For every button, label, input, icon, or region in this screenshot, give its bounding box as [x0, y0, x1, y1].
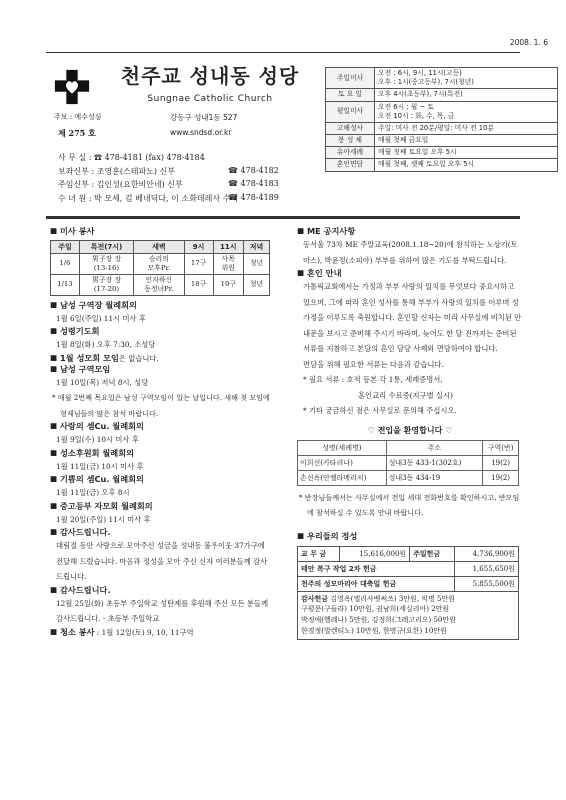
table-row: 천주의 성모마리아 대축일 헌금 5,855,500원	[298, 576, 519, 591]
section-title: ■ 남성 구역모임	[50, 364, 272, 375]
contact-pastor: 주임신부 : 김인성(요한비안네) 신부 ☎ 478-4183	[58, 179, 279, 189]
mass-schedule-table	[325, 67, 558, 172]
header-rule	[46, 52, 520, 53]
phone-number: ☎ 478-4183	[228, 179, 279, 188]
right-column: ■ ME 공지사항 동서울 73차 ME 주말교육(2008.1.18~20)에 참석하는 노상기(토마스), 박윤정(소피아) 부부를 위하여 많은 기도를 부탁드립니다. ■ 혼인 안내 가톨릭교회에서는 가정과 부부 사랑의 일치를 무엇보다 중요시하고 있으며, 그에 따라 혼인 성사를 통해 부부가 사랑의 일치를 이루며 성가정을 이루도록 축원합니다. 혼인할 신자는 미리 사무실에 비치된 안내문을 보시고 준비해 주시기 바라며, 늦어도 한 달 전까지는 준비된 서류를 지참하고 본당의 혼인 담당 사제와 면담하여야 합니다. 면담을 위해 필요한 서류는 다음과 같습니다. * 필요 서류 : 호적 등본 각 1통, 세례증명서, 혼인교리 수료증(지구별 실시) * 기타 궁금하신 점은 사무실로 문의해 주십시오. ♡ 전입을 환영합니다 ♡ 성명(세례명) 주소 구역(반) 이희선(카타리나) 성내3동 433-1(302호) 19(2) 손선옥(안젤라메리치) 성내3동 434-19 19(2) * 반장님들께서는 사무실에서 전입 세대 전화번호를 확인하시고, 반모임에 참석하실 수 있도록 안내 바랍니다. ■ 우리들의 정성 교 무 금 15,616,000원 주일헌금 4,736,900원 태안 복구 작업 2차 헌금 1,655,650원 천주의 성모마리아 대축일 헌금 5,855,500원 감사헌금 김영옥(엘리사벳써쓰) 3만원, 익명 5만원 구평문(구들라) 10만원, 권남희(세실리아) 2만원 박정애(헬레나) 5만원, 김정희(그레고리오) 50만원 한경정(발렌티노) 10만원, 한명규(요한) 10만원	[297, 226, 523, 640]
section-title: ■ 청소 봉사 : 1월 12일(토) 9, 10, 11구역	[50, 627, 272, 638]
table-row: 1/13 男子장 장 (17-20) 인자하신 동정녀Pr. 18구 19구 청년	[51, 274, 270, 295]
section-title: ■ 기쁨의 셈Cu. 월례회의	[50, 474, 272, 485]
church-logo-icon	[53, 68, 91, 106]
table-row: 이희선(카타리나) 성내3동 433-1(302호) 19(2)	[298, 455, 519, 470]
section-title: ■ 감사드립니다.	[50, 527, 272, 538]
table-row: 1/6 男子장 장 (13-16) 승리의 모후Pr. 17구 사목 위원 청년	[51, 254, 270, 275]
church-address: 강동구 성내1동 527	[170, 113, 238, 122]
issue-date: 2008. 1. 6	[509, 38, 548, 47]
section-title: ■ ME 공지사항	[297, 226, 523, 237]
section-title: ■ 혼인 안내	[297, 268, 523, 279]
section-title: ■ 중고등부 자모회 월례회의	[50, 501, 272, 512]
phone-number: ☎ 478-4189	[228, 192, 279, 202]
contact-office: 사 무 실 : ☎ 478-4181 (fax) 478-4184	[58, 153, 205, 162]
table-row: 감사헌금 김영옥(엘리사벳써쓰) 3만원, 익명 5만원 구평문(구들라) 10만원, 권남희(세실리아) 2만원 박정애(헬레나) 5만원, 김정희(그레고리오) 50만원 한경정(발렌티노) 10만원, 한명규(요한) 10만원	[298, 591, 519, 639]
mass-service-table: 주일 특전(7시) 새벽 9시 11시 저녁 1/6 男子장 장 (13-16) 승리의 모후Pr. 17구 사목 위원 청년 1/13 男子장 장 (17-20) 인자하신 동정녀Pr. 18구 19구 청년	[50, 240, 270, 296]
section-title: ■ 성령기도회	[50, 326, 272, 337]
contact-convent: 수 녀 원 : 박 모세, 김 베네딕다, 이 소화데레사 수녀 ☎ 478-4189	[58, 192, 279, 203]
schedule-row: 고해성사 주일: 미사 전 20분/평일: 미사 전 10분	[326, 122, 558, 134]
church-subtitle: Sungnae Catholic Church	[147, 94, 273, 104]
contact-assistant-priest: 보좌신부 : 조영훈(스테파노) 신부 ☎ 478-4182	[58, 165, 279, 176]
table-row: 태안 복구 작업 2차 헌금 1,655,650원	[298, 561, 519, 576]
table-row: 손선옥(안젤라메리치) 성내3동 434-19 19(2)	[298, 470, 519, 485]
phone-number: ☎ 478-4182	[228, 165, 279, 175]
section-title: ■ 감사드립니다.	[50, 585, 272, 596]
welcome-heading: ♡ 전입을 환영합니다 ♡	[367, 425, 453, 435]
left-column: ■ 미사 봉사 주일 특전(7시) 새벽 9시 11시 저녁 1/6 男子장 장 (13-16) 승리의 모후Pr. 17구 사목 위원 청년 1/13 男子장 장 (17-20) 인자하신 동정녀Pr. 18구 19구 청년 ■ 남성 구역장 월례회의 1월 6일(주일) 11시 미사 후 ■ 성령기도회 1월 8일(화) 오후 7:30, 소성당 ■ 1월 성모회 모임은 없습니다. ■ 남성 구역모임 1월 10일(목) 저녁 8시, 성당 * 매월 2번째 목요일은 남성 구역모임이 있는 날입니다. 새해 첫 모임에 형제님들의 많은 참석 바랍니다. ■ 사랑의 셈Cu. 월례회의 1월 9일(수) 10시 미사 후 ■ 성소후원회 월례회의 1월 11일(금) 10시 미사 후 ■ 기쁨의 셈Cu. 월례회의 1월 11일(금) 오후 8시 ■ 중고등부 자모회 월례회의 1월 20일(주일) 11시 미사 후 ■ 감사드립니다. 대림절 동안 사랑으로 모아주신 성금을 성내동 불우이웃 37가구에 전달해 드렸습니다. 마음과 정성을 모아 주신 신자 여러분들께 감사드립니다. ■ 감사드립니다. 12월 25일(화) 초등부 주일학교 성탄제를 후원해 주신 모든 분들께 감사드립니다. - 초등부 주일학교 ■ 청소 봉사 : 1월 12일(토) 9, 10, 11구역	[50, 226, 272, 638]
section-title: ■ 성소후원회 월례회의	[50, 448, 272, 459]
schedule-row: 토 요 일 오후 4시(초등부), 7시(특전)	[326, 89, 558, 101]
offerings-table	[297, 546, 519, 640]
section-title: ■ 미사 봉사	[50, 226, 272, 237]
section-divider	[46, 216, 520, 219]
section-title: ■ 1월 성모회 모임은 없습니다.	[50, 353, 272, 364]
schedule-row: 봉 성 체 매월 첫째 금요일	[326, 135, 558, 147]
schedule-row: 혼인면담 매월 첫째, 셋째 토요일 오후 5시	[326, 159, 558, 171]
issue-number: 제 275 호	[58, 128, 96, 138]
church-title: 천주교 성내동 성당	[120, 64, 300, 88]
patron-saint: 주보 : 예수성심	[54, 113, 102, 121]
section-title: ■ 남성 구역장 월례회의	[50, 300, 272, 311]
contact-list	[58, 152, 318, 206]
section-title: ■ 우리들의 정성	[297, 531, 523, 542]
section-title: ■ 사랑의 셈Cu. 월례회의	[50, 421, 272, 432]
website[interactable]: www.sndsd.or.kr	[170, 128, 232, 137]
new-members-table: 성명(세례명) 주소 구역(반) 이희선(카타리나) 성내3동 433-1(302호) 19(2) 손선옥(안젤라메리치) 성내3동 434-19 19(2)	[297, 440, 519, 486]
schedule-row: 평일미사 오전 6시 : 월 ~ 토 오전 10시 : 화, 수, 목, 금	[326, 101, 558, 122]
table-row: 교 무 금 15,616,000원 주일헌금 4,736,900원	[298, 546, 519, 561]
schedule-row: 주일미사 오전 : 6시, 9시, 11시(고등) 오후 : 1시(중고등부), 7시(청년)	[326, 68, 558, 89]
schedule-row: 유아세례 매월 첫째 토요일 오후 5시	[326, 147, 558, 159]
